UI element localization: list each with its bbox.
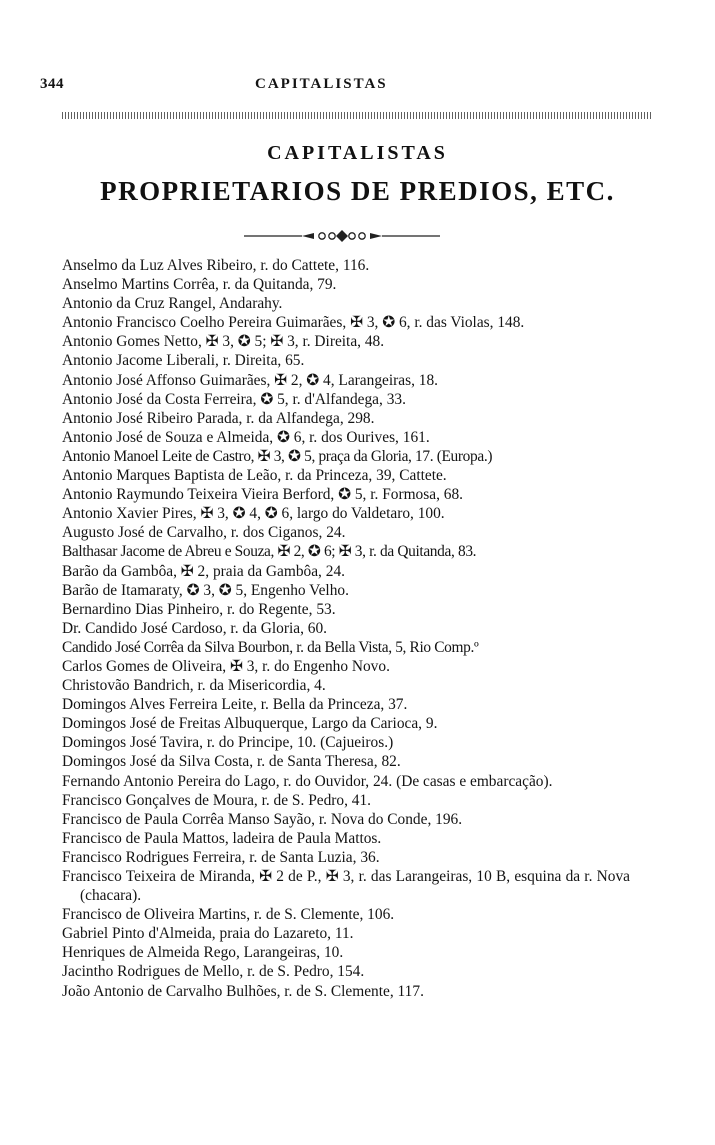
list-item: Antonio da Cruz Rangel, Andarahy. (62, 295, 283, 313)
list-item: Domingos José Tavira, r. do Principe, 10. (Cajueiros.) (62, 734, 394, 752)
list-item: Antonio Francisco Coelho Pereira Guimarães, ✠ 3, ✪ 6, r. das Violas, 148. (62, 314, 525, 332)
entry-list (62, 256, 630, 1001)
list-item: Francisco de Paula Corrêa Manso Sayão, r. Nova do Conde, 196. (62, 810, 463, 828)
list-item: Antonio José Affonso Guimarães, ✠ 2, ✪ 4, Larangeiras, 18. (62, 371, 439, 389)
section-title: CAPITALISTAS (267, 142, 448, 164)
list-item: Domingos José de Freitas Albuquerque, Largo da Carioca, 9. (62, 715, 438, 733)
list-item: Antonio José Ribeiro Parada, r. da Alfandega, 298. (62, 409, 375, 427)
list-item: Francisco Teixeira de Miranda, ✠ 2 de P., ✠ 3, r. das Larangeiras, 10 B, esquina da r. Nova (chacara). (62, 868, 630, 905)
list-item: Antonio Jacome Liberali, r. Direita, 65. (62, 352, 305, 370)
list-item: Balthasar Jacome de Abreu e Souza, ✠ 2, ✪ 6; ✠ 3, r. da Quitanda, 83. (62, 543, 477, 561)
list-item: Augusto José de Carvalho, r. dos Ciganos, 24. (62, 524, 346, 542)
list-item: Francisco de Paula Mattos, ladeira de Paula Mattos. (62, 829, 382, 847)
list-item: Antonio Gomes Netto, ✠ 3, ✪ 5; ✠ 3, r. Direita, 48. (62, 333, 385, 351)
list-item: Barão de Itamaraty, ✪ 3, ✪ 5, Engenho Velho. (62, 581, 349, 599)
list-item: Domingos José da Silva Costa, r. de Santa Theresa, 82. (62, 753, 401, 771)
list-item: Francisco de Oliveira Martins, r. de S. Clemente, 106. (62, 906, 395, 924)
list-item: Christovão Bandrich, r. da Misericordia, 4. (62, 677, 326, 695)
list-item: Bernardino Dias Pinheiro, r. do Regente, 53. (62, 600, 336, 618)
list-item: Antonio José de Souza e Almeida, ✪ 6, r. dos Ourives, 161. (62, 428, 430, 446)
running-title: CAPITALISTAS (255, 76, 388, 92)
list-item: Jacintho Rodrigues de Mello, r. de S. Pedro, 154. (62, 963, 365, 981)
list-item: Carlos Gomes de Oliveira, ✠ 3, r. do Engenho Novo. (62, 657, 390, 675)
list-item: Antonio Marques Baptista de Leão, r. da Princeza, 39, Cattete. (62, 467, 447, 485)
page-number: 344 (40, 76, 64, 92)
section-subtitle: PROPRIETARIOS DE PREDIOS, ETC. (100, 176, 615, 206)
list-item: Fernando Antonio Pereira do Lago, r. do Ouvidor, 24. (De casas e embarcação). (62, 772, 553, 790)
list-item: João Antonio de Carvalho Bulhões, r. de S. Clemente, 117. (62, 982, 424, 1000)
list-item: Anselmo Martins Corrêa, r. da Quitanda, 79. (62, 276, 337, 294)
list-item: Antonio José da Costa Ferreira, ✪ 5, r. d'Alfandega, 33. (62, 390, 406, 408)
list-item: Henriques de Almeida Rego, Larangeiras, 10. (62, 944, 344, 962)
list-item: Candido José Corrêa da Silva Bourbon, r. da Bella Vista, 5, Rio Comp.º (62, 638, 479, 656)
list-item: Gabriel Pinto d'Almeida, praia do Lazareto, 11. (62, 925, 354, 943)
list-item: Barão da Gambôa, ✠ 2, praia da Gambôa, 24. (62, 562, 345, 580)
list-item: Domingos Alves Ferreira Leite, r. Bella da Princeza, 37. (62, 696, 408, 714)
list-item: Antonio Manoel Leite de Castro, ✠ 3, ✪ 5, praça da Gloria, 17. (Europa.) (62, 447, 493, 465)
header-rule (62, 112, 652, 119)
list-item: Anselmo da Luz Alves Ribeiro, r. do Cattete, 116. (62, 257, 370, 274)
page-header (40, 76, 680, 98)
list-item: Francisco Rodrigues Ferreira, r. de Santa Luzia, 36. (62, 848, 380, 866)
list-item: Antonio Raymundo Teixeira Vieira Berford, ✪ 5, r. Formosa, 68. (62, 486, 464, 504)
list-item: Dr. Candido José Cardoso, r. da Gloria, 60. (62, 619, 328, 637)
list-item: Antonio Xavier Pires, ✠ 3, ✪ 4, ✪ 6, largo do Valdetaro, 100. (62, 505, 445, 523)
decorative-rule-icon (244, 228, 440, 244)
list-item: Francisco Gonçalves de Moura, r. de S. Pedro, 41. (62, 791, 372, 809)
